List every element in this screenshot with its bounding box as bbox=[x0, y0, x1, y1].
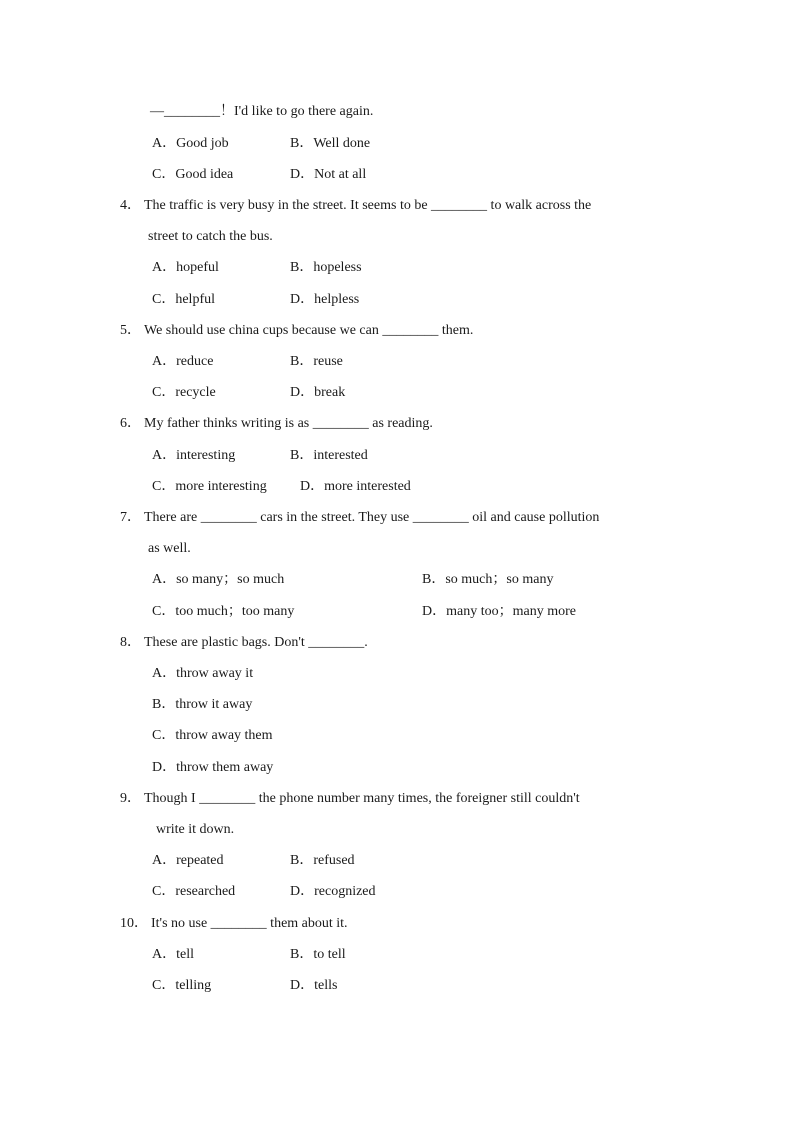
q7-number: 7． bbox=[120, 510, 141, 525]
q10-option-c: C．telling bbox=[152, 978, 212, 993]
q3-option-b: B．Well done bbox=[290, 136, 371, 151]
q4-option-c: C．helpful bbox=[152, 292, 215, 307]
q7-stem-line2: as well. bbox=[148, 541, 191, 556]
q9-number: 9． bbox=[120, 791, 141, 806]
q9-option-d: D．recognized bbox=[290, 884, 376, 899]
q9-stem-line1: Though I ________ the phone number many times, the foreigner still couldn't bbox=[144, 791, 580, 806]
q5-option-c: C．recycle bbox=[152, 385, 216, 400]
q8-stem: These are plastic bags. Don't ________. bbox=[144, 635, 368, 650]
q5-option-d: D．break bbox=[290, 385, 346, 400]
q8-option-c: C．throw away them bbox=[152, 728, 273, 743]
q3-option-a: A．Good job bbox=[152, 136, 229, 151]
q8-option-a: A．throw away it bbox=[152, 666, 254, 681]
q6-option-d: D．more interested bbox=[300, 479, 411, 494]
q10-option-a: A．tell bbox=[152, 947, 194, 962]
q9-stem-line2: write it down. bbox=[156, 822, 235, 837]
q6-number: 6． bbox=[120, 416, 141, 431]
q4-stem-line1: The traffic is very busy in the street. It seems to be ________ to walk across the bbox=[144, 198, 592, 213]
q5-option-b: B．reuse bbox=[290, 354, 343, 369]
q7-option-a: A．so many；so much bbox=[152, 572, 285, 587]
q10-stem: It's no use ________ them about it. bbox=[151, 916, 348, 931]
q7-option-c: C．too much；too many bbox=[152, 604, 295, 619]
q4-option-b: B．hopeless bbox=[290, 260, 362, 275]
q5-number: 5． bbox=[120, 323, 141, 338]
q8-number: 8． bbox=[120, 635, 141, 650]
q4-number: 4． bbox=[120, 198, 141, 213]
q3-option-c: C．Good idea bbox=[152, 167, 234, 182]
q4-option-d: D．helpless bbox=[290, 292, 360, 307]
q8-option-b: B．throw it away bbox=[152, 697, 253, 712]
q7-stem-line1: There are ________ cars in the street. They use ________ oil and cause pollution bbox=[144, 510, 600, 525]
q6-stem: My father thinks writing is as ________ as reading. bbox=[144, 416, 433, 431]
q5-stem: We should use china cups because we can ________ them. bbox=[144, 323, 474, 338]
q8-option-d: D．throw them away bbox=[152, 760, 274, 775]
q6-option-a: A．interesting bbox=[152, 448, 236, 463]
q10-option-d: D．tells bbox=[290, 978, 338, 993]
q9-option-a: A．repeated bbox=[152, 853, 224, 868]
q10-number: 10． bbox=[120, 916, 148, 931]
q4-option-a: A．hopeful bbox=[152, 260, 219, 275]
q6-option-c: C．more interesting bbox=[152, 479, 267, 494]
q10-option-b: B．to tell bbox=[290, 947, 346, 962]
q9-option-c: C．researched bbox=[152, 884, 236, 899]
q6-option-b: B．interested bbox=[290, 448, 368, 463]
q7-option-b: B．so much；so many bbox=[422, 572, 554, 587]
q4-stem-line2: street to catch the bus. bbox=[148, 229, 273, 244]
q3-option-d: D．Not at all bbox=[290, 167, 367, 182]
q3-stem: —________！I'd like to go there again. bbox=[150, 104, 374, 119]
q7-option-d: D．many too；many more bbox=[422, 604, 576, 619]
q5-option-a: A．reduce bbox=[152, 354, 214, 369]
q9-option-b: B．refused bbox=[290, 853, 355, 868]
